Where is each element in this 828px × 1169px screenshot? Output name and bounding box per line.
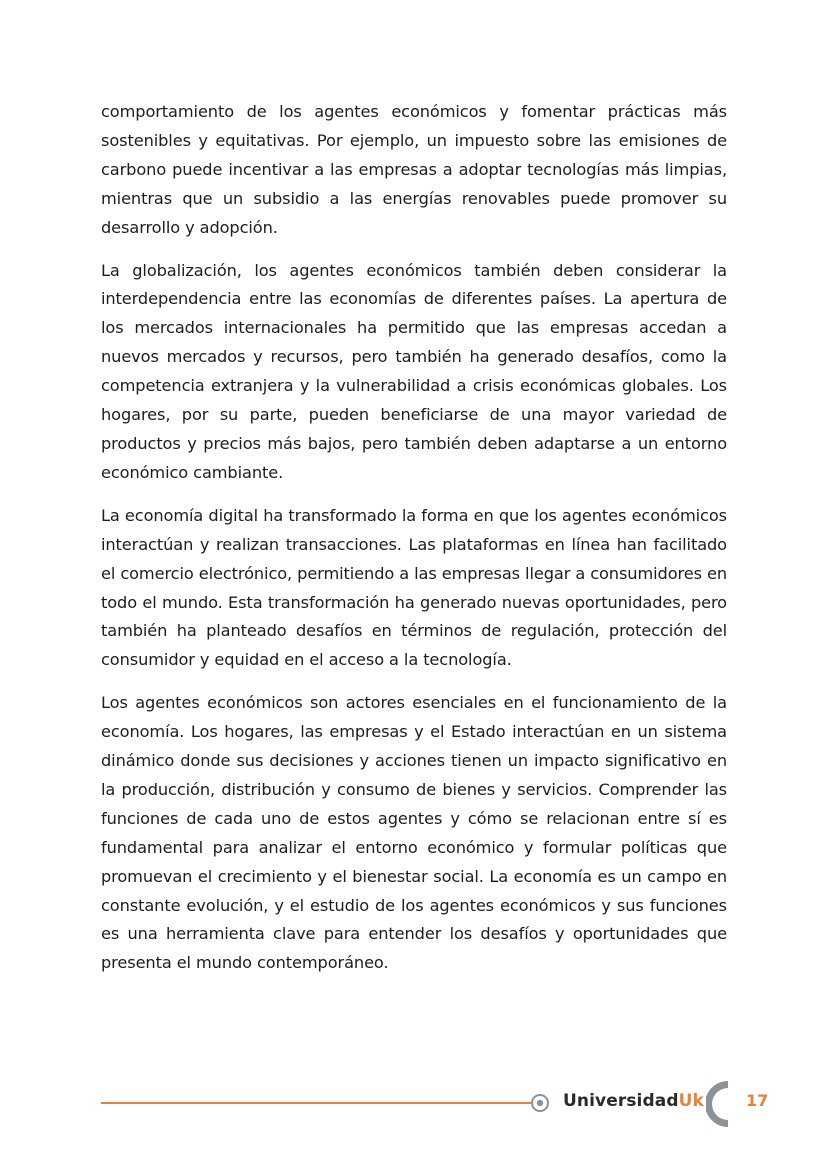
paragraph: comportamiento de los agentes económicos y fomentar prácticas más sostenibles y equitativas. Por ejemplo, un impuesto sobre las emisiones de carbono puede incentivar a las empresas a adoptar tecnologías más limpias, mientras que un subsidio a las energías renovables puede promover su desarrollo y adopción. — [101, 102, 727, 237]
page-number: 17 — [746, 1091, 769, 1110]
page-body — [101, 98, 727, 992]
footer-rule — [101, 1102, 531, 1104]
paragraph: La economía digital ha transformado la forma en que los agentes económicos interactúan y realizan transacciones. Las plataformas en línea han facilitado el comercio electrónico, permitiendo a las empresas llegar a consumidores en todo el mundo. Esta transformación ha generado nuevas oportunidades, pero también ha planteado desafíos en términos de regulación, protección del consumidor y equidad en el acceso a la tecnología. — [101, 505, 727, 670]
brand-suffix: Uk — [678, 1091, 704, 1111]
page-footer — [0, 1075, 828, 1135]
brand-wordmark — [563, 1091, 704, 1111]
paragraph: Los agentes económicos son actores esenciales en el funcionamiento de la economía. Los hogares, las empresas y el Estado interactúan en un sistema dinámico donde sus decisiones y acciones tienen un impacto significativo en la producción, distribución y consumo de bienes y servicios. Comprender las funciones de cada uno de estos agentes y cómo se relacionan entre sí es fundamental para analizar el entorno económico y formular políticas que promuevan el crecimiento y el bienestar social. La economía es un campo en constante evolución, y el estudio de los agentes económicos y sus funciones es una herramienta clave para entender los desafíos y oportunidades que presenta el mundo contemporáneo. — [101, 693, 727, 973]
paragraph: La globalización, los agentes económicos también deben considerar la interdependencia entre las economías de diferentes países. La apertura de los mercados internacionales ha permitido que las empresas accedan a nuevos mercados y recursos, pero también ha generado desafíos, como la competencia extranjera y la vulnerabilidad a crisis económicas globales. Los hogares, por su parte, pueden beneficiarse de una mayor variedad de productos y precios más bajos, pero también deben adaptarse a un entorno económico cambiante. — [101, 260, 727, 482]
target-circle-icon — [530, 1093, 550, 1113]
brand-name: Universidad — [563, 1091, 679, 1111]
crescent-logo-icon — [706, 1079, 732, 1129]
